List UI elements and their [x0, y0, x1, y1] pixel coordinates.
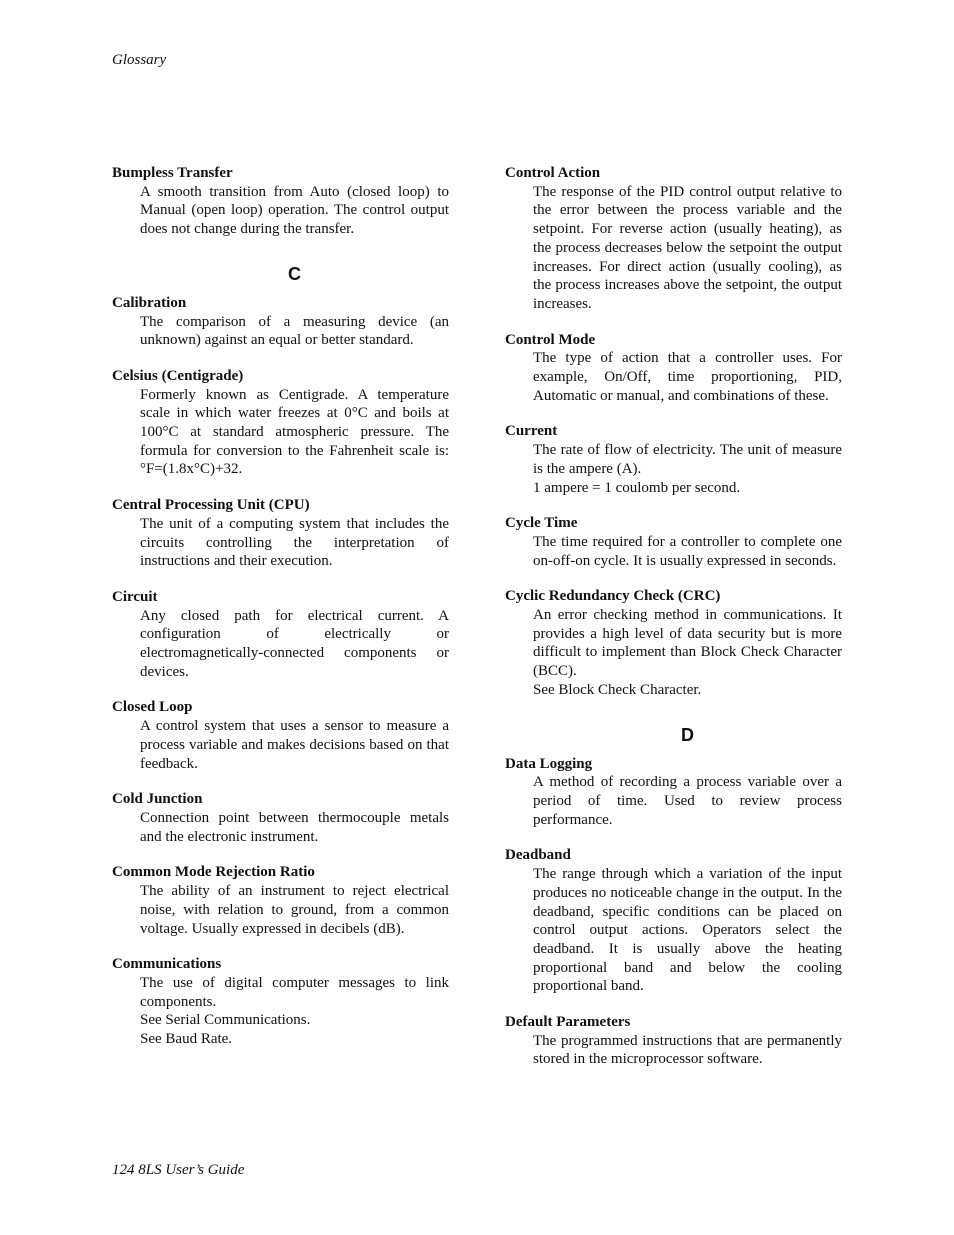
- glossary-definition: [140, 717, 449, 773]
- glossary-term: Circuit: [112, 588, 158, 605]
- glossary-definition: [533, 773, 842, 829]
- glossary-term: Data Logging: [505, 755, 593, 772]
- definition-line: Formerly known as Centigrade. A temperature scale in which water freezes at 0°C and boils at 100°C at standard atmospheric pressure. The formula for conversion to the Fahrenheit scale is: °F=(1.8x°C)+32.: [140, 386, 449, 478]
- definition-line: The time required for a controller to complete one on-off-on cycle. It is usually expressed in seconds.: [533, 533, 842, 569]
- definition-line: 1 ampere = 1 coulomb per second.: [533, 479, 741, 496]
- definition-line: The type of action that a controller uses. For example, On/Off, time proportioning, PID, Automatic or manual, and combinations of these.: [533, 350, 842, 404]
- definition-line: The rate of flow of electricity. The unit of measure is the ampere (A).: [533, 442, 842, 477]
- glossary-definition: [140, 974, 449, 1049]
- glossary-entry-deadband: [505, 846, 842, 996]
- glossary-term: Cold Junction: [112, 791, 203, 808]
- glossary-entry-cycle-time: [505, 514, 842, 570]
- glossary-term: Celsius (Centigrade): [112, 367, 244, 384]
- glossary-definition: [140, 183, 449, 239]
- definition-line: A control system that uses a sensor to measure a process variable and makes decisions based on that feedback.: [140, 718, 449, 772]
- glossary-term: Cyclic Redundancy Check (CRC): [505, 588, 721, 605]
- glossary-entry-default-parameters: [505, 1013, 842, 1069]
- definition-line: See Baud Rate.: [140, 1031, 233, 1048]
- glossary-definition: [533, 183, 842, 314]
- glossary-entry-common-mode-rejection-ratio: [112, 863, 449, 938]
- glossary-definition: [140, 386, 449, 480]
- section-letter-c: C: [288, 263, 301, 284]
- glossary-entry-cold-junction: [112, 790, 449, 846]
- glossary-entry-calibration: [112, 294, 449, 350]
- running-header: Glossary: [112, 52, 167, 68]
- glossary-term: Control Mode: [505, 331, 596, 348]
- glossary-column-right: [505, 164, 842, 1086]
- definition-line: See Block Check Character.: [533, 681, 702, 698]
- glossary-entry-celsius-centigrade: [112, 367, 449, 479]
- glossary-term: Cycle Time: [505, 515, 578, 532]
- glossary-entry-central-processing-unit-cpu: [112, 496, 449, 571]
- glossary-term: Calibration: [112, 294, 187, 311]
- definition-line: Connection point between thermocouple metals and the electronic instrument.: [140, 809, 449, 845]
- glossary-entry-circuit: [112, 588, 449, 682]
- glossary-entry-data-logging: [505, 755, 842, 830]
- glossary-entry-current: [505, 422, 842, 497]
- glossary-definition: [140, 607, 449, 682]
- glossary-definition: [533, 865, 842, 996]
- section-letter-d: D: [681, 724, 694, 745]
- glossary-entry-communications: [112, 955, 449, 1049]
- definition-line: The unit of a computing system that includes the circuits controlling the interpretation of instructions and their execution.: [140, 515, 449, 570]
- glossary-column-left: [112, 164, 449, 1066]
- glossary-term: Current: [505, 423, 558, 440]
- glossary-term: Deadband: [505, 847, 571, 864]
- definition-line: The response of the PID control output relative to the error between the process variable and the setpoint. For reverse action (usually heating), as the process decreases below the setpoint the output increases. For direct action (usually cooling), as the process increases above the setpoint, the output increases.: [533, 183, 842, 312]
- glossary-term: Default Parameters: [505, 1014, 631, 1031]
- glossary-definition: [140, 882, 449, 938]
- glossary-entry-closed-loop: [112, 698, 449, 773]
- definition-line: The range through which a variation of the input produces no noticeable change in the output. In the deadband, specific conditions can be placed on control output actions. Operators select the deadband. It is usually above the heating proportional band and below the cooling proportional band.: [533, 866, 842, 995]
- glossary-term: Control Action: [505, 165, 601, 181]
- definition-line: The programmed instructions that are permanently stored in the microprocessor software.: [533, 1032, 842, 1068]
- glossary-term: Communications: [112, 956, 222, 973]
- definition-line: An error checking method in communications. It provides a high level of data security but is more difficult to implement than Block Check Character (BCC).: [533, 607, 842, 680]
- definition-line: Any closed path for electrical current. A configuration of electrically or electromagnetically-connected components or devices.: [140, 607, 449, 680]
- glossary-definition: [533, 1032, 842, 1069]
- glossary-definition: [533, 349, 842, 405]
- glossary-term: Common Mode Rejection Ratio: [112, 864, 315, 881]
- definition-line: A method of recording a process variable over a period of time. Used to review process performance.: [533, 774, 842, 828]
- definition-line: A smooth transition from Auto (closed loop) to Manual (open loop) operation. The control output does not change during the transfer.: [140, 183, 449, 238]
- glossary-definition: [140, 313, 449, 350]
- definition-line: The comparison of a measuring device (an unknown) against an equal or better standard.: [140, 313, 449, 349]
- glossary-entry-bumpless-transfer: [112, 164, 449, 239]
- glossary-definition: [533, 441, 842, 497]
- glossary-definition: [533, 606, 842, 700]
- definition-line: The ability of an instrument to reject electrical noise, with relation to ground, from a common voltage. Usually expressed in decibels (dB).: [140, 883, 449, 937]
- glossary-definition: [140, 515, 449, 571]
- glossary-definition: [533, 533, 842, 570]
- glossary-term: Bumpless Transfer: [112, 165, 233, 181]
- glossary-entry-control-mode: [505, 331, 842, 406]
- glossary-entry-cyclic-redundancy-check-crc: [505, 587, 842, 699]
- glossary-term: Closed Loop: [112, 699, 193, 716]
- glossary-term: Central Processing Unit (CPU): [112, 497, 310, 514]
- glossary-definition: [140, 809, 449, 846]
- glossary-entry-control-action: [505, 164, 842, 314]
- definition-line: The use of digital computer messages to link components.: [140, 974, 449, 1010]
- definition-line: See Serial Communications.: [140, 1012, 311, 1029]
- page-footer: 124 8LS User’s Guide: [112, 1162, 245, 1178]
